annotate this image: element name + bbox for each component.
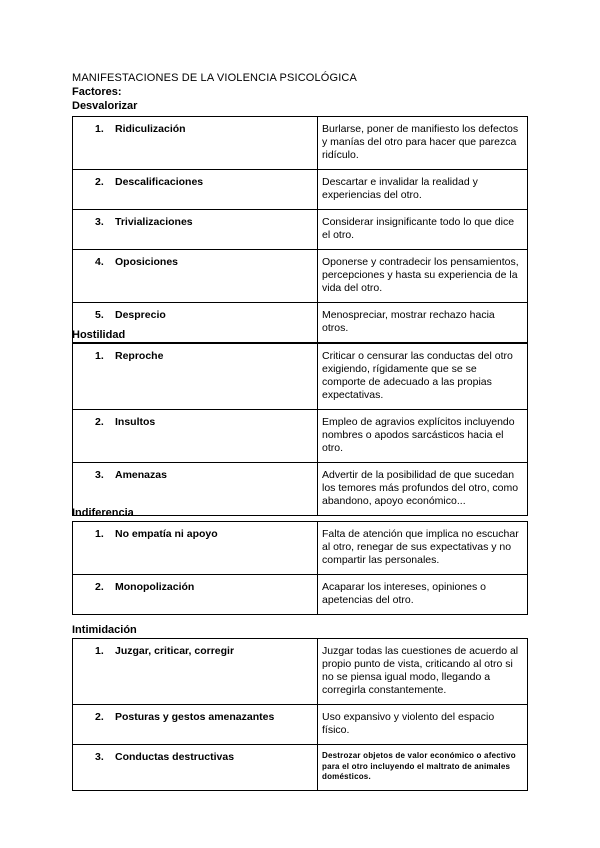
factor-description: Destrozar objetos de valor económico o afectivo para el otro incluyendo el maltrato de animales domésticos. xyxy=(318,745,528,791)
row-number: 1. xyxy=(95,350,104,362)
row-number: 2. xyxy=(95,416,104,428)
table-row xyxy=(73,745,528,791)
factor-description: Menospreciar, mostrar rechazo hacia otros. xyxy=(318,303,528,343)
table-row xyxy=(73,522,528,575)
row-number: 3. xyxy=(95,469,104,481)
factor-name: Desprecio xyxy=(115,309,166,321)
factor-description: Oponerse y contradecir los pensamientos, percepciones y hasta su experiencia de la vida del otro. xyxy=(318,250,528,303)
factor-description: Descartar e invalidar la realidad y experiencias del otro. xyxy=(318,170,528,210)
document-title: MANIFESTACIONES DE LA VIOLENCIA PSICOLÓGICA xyxy=(72,72,357,84)
row-number: 4. xyxy=(95,256,104,268)
table-hostilidad xyxy=(72,343,528,516)
factor-name: Conductas destructivas xyxy=(115,751,235,763)
factor-name: Amenazas xyxy=(115,469,167,481)
row-number: 3. xyxy=(95,751,104,763)
factor-description: Criticar o censurar las conductas del otro exigiendo, rígidamente que se se comporte de adecuado a las propias expectativas. xyxy=(318,344,528,410)
row-number: 2. xyxy=(95,711,104,723)
factor-name: Juzgar, criticar, corregir xyxy=(115,645,235,657)
factor-description: Advertir de la posibilidad de que sucedan los temores más profundos del otro, como abandono, apoyo económico... xyxy=(318,463,528,516)
factor-name: Posturas y gestos amenazantes xyxy=(115,711,275,723)
row-number: 1. xyxy=(95,645,104,657)
factor-name: Descalificaciones xyxy=(115,176,204,188)
factor-name: Trivializaciones xyxy=(115,216,193,228)
factor-description: Empleo de agravios explícitos incluyendo nombres o apodos sarcásticos hacia el otro. xyxy=(318,410,528,463)
row-number: 2. xyxy=(95,581,104,593)
factor-name: No empatía ni apoyo xyxy=(115,528,218,540)
row-number: 1. xyxy=(95,123,104,135)
table-row xyxy=(73,575,528,615)
section-heading-indiferencia: Indiferencia xyxy=(72,507,134,519)
table-row xyxy=(73,639,528,705)
factor-description: Falta de atención que implica no escuchar al otro, renegar de sus expectativas y no compartir las personales. xyxy=(318,522,528,575)
factor-name: Oposiciones xyxy=(115,256,179,268)
section-heading-intimidacion: Intimidación xyxy=(72,624,137,636)
factor-description: Considerar insignificante todo lo que dice el otro. xyxy=(318,210,528,250)
section-heading-desvalorizar: Desvalorizar xyxy=(72,100,138,112)
factor-description: Juzgar todas las cuestiones de acuerdo al propio punto de vista, criticando al otro si no se piensa igual modo, llegando a corregirla constantemente. xyxy=(318,639,528,705)
row-number: 5. xyxy=(95,309,104,321)
table-row xyxy=(73,463,528,516)
row-number: 1. xyxy=(95,528,104,540)
factores-label: Factores: xyxy=(72,86,122,98)
factor-name: Monopolización xyxy=(115,581,195,593)
table-desvalorizar xyxy=(72,116,528,343)
table-row xyxy=(73,410,528,463)
table-row xyxy=(73,170,528,210)
factor-description: Uso expansivo y violento del espacio físico. xyxy=(318,705,528,745)
table-row xyxy=(73,303,528,343)
table-row xyxy=(73,344,528,410)
factor-description: Burlarse, poner de manifiesto los defectos y manías del otro para hacer que parezca ridículo. xyxy=(318,117,528,170)
factor-description: Acaparar los intereses, opiniones o apetencias del otro. xyxy=(318,575,528,615)
section-heading-hostilidad: Hostilidad xyxy=(72,329,126,341)
row-number: 2. xyxy=(95,176,104,188)
row-number: 3. xyxy=(95,216,104,228)
table-intimidacion xyxy=(72,638,528,791)
table-row xyxy=(73,705,528,745)
factor-name: Reproche xyxy=(115,350,164,362)
factor-name: Ridiculización xyxy=(115,123,186,135)
table-row xyxy=(73,117,528,170)
table-row xyxy=(73,210,528,250)
table-indiferencia xyxy=(72,521,528,615)
table-row xyxy=(73,250,528,303)
factor-name: Insultos xyxy=(115,416,156,428)
